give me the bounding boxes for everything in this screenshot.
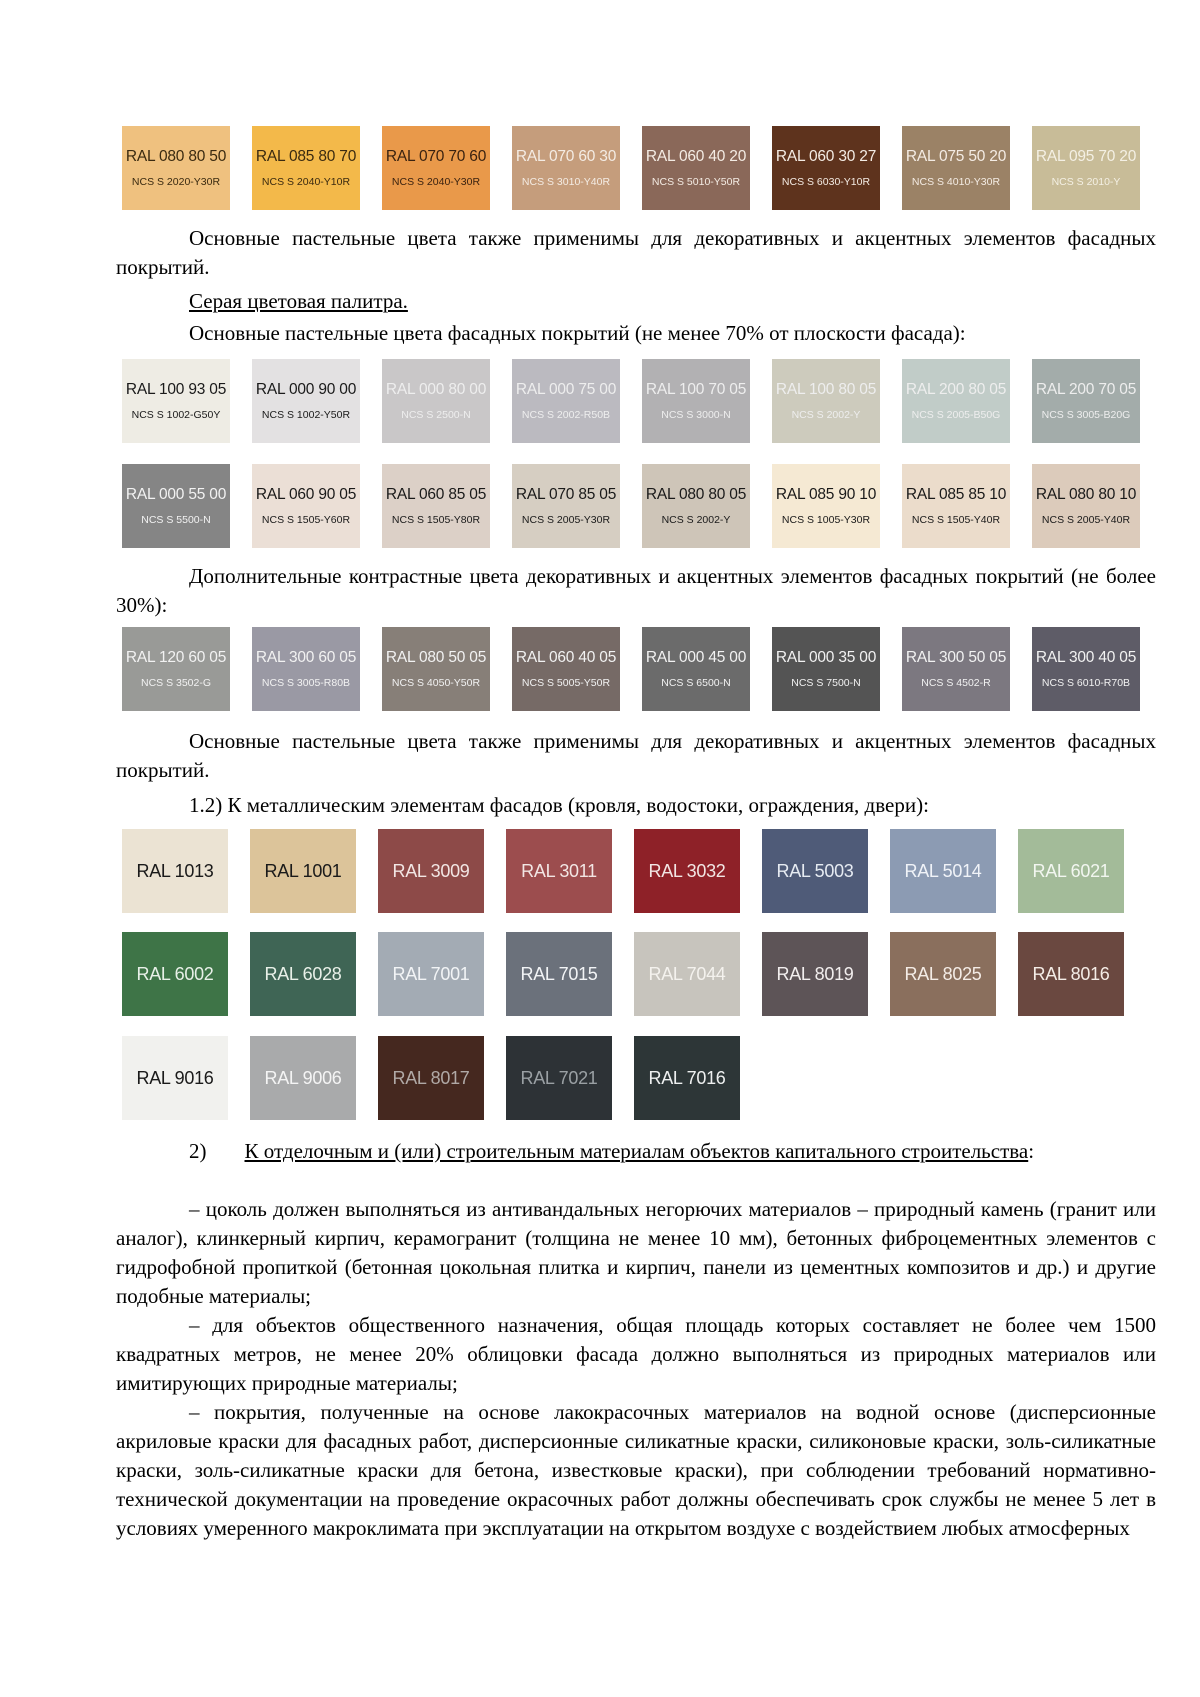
color-swatch [1032,464,1140,548]
metal-row-1 [122,829,1124,913]
swatch-ral-code: RAL 060 30 27 [775,148,877,165]
swatch-ncs-code: NCS S 7500-N [791,676,861,689]
swatch-ncs-code: NCS S 5005-Y50R [521,676,611,689]
swatch-ral-code: RAL 070 85 05 [515,486,617,503]
metal-color-swatch: RAL 5003 [762,829,868,913]
swatch-ncs-code: NCS S 1005-Y30R [781,513,871,526]
metal-color-swatch: RAL 6002 [122,932,228,1016]
swatch-ral-code: RAL 000 45 00 [645,649,747,666]
swatch-ncs-code: NCS S 2040-Y10R [261,175,351,188]
swatch-ral-code: RAL 100 93 05 [125,381,227,398]
metal-color-swatch: RAL 7016 [634,1036,740,1120]
swatch-ral-code: RAL 200 80 05 [905,381,1007,398]
metal-color-swatch: RAL 8016 [1018,932,1124,1016]
metal-color-swatch: RAL 7044 [634,932,740,1016]
color-swatch [512,359,620,443]
swatch-ral-code: RAL 080 80 05 [645,486,747,503]
metal-color-swatch: RAL 7015 [506,932,612,1016]
swatch-ral-code: RAL 300 40 05 [1035,649,1137,666]
swatch-ncs-code: NCS S 1505-Y60R [261,513,351,526]
color-swatch [382,359,490,443]
section-2-suffix: : [1028,1139,1035,1163]
color-swatch [902,627,1010,711]
color-swatch [642,126,750,210]
swatch-ral-code: RAL 000 90 00 [255,381,357,398]
paragraph-pastel-main: Основные пастельные цвета фасадных покрытий (не менее 70% от плоскости фасада): [189,321,966,345]
color-swatch [642,627,750,711]
swatch-ral-code: RAL 075 50 20 [905,148,1007,165]
metal-color-swatch: RAL 3032 [634,829,740,913]
swatch-ncs-code: NCS S 2005-Y30R [521,513,611,526]
color-swatch [772,464,880,548]
swatch-ncs-code: NCS S 4010-Y30R [911,175,1001,188]
metal-row-2 [122,932,1124,1016]
swatch-ral-code: RAL 080 80 10 [1035,486,1137,503]
swatch-ral-code: RAL 300 60 05 [255,649,357,666]
swatch-ral-code: RAL 100 80 05 [775,381,877,398]
swatch-ral-code: RAL 070 60 30 [515,148,617,165]
swatch-ncs-code: NCS S 4050-Y50R [391,676,481,689]
swatch-ncs-code: NCS S 6030-Y10R [781,175,871,188]
bullet-public-buildings: – для объектов общественного назначения, общая площадь которых составляет не более чем 1500 квадратных метров, не менее 20% облицовки фасада должно выполняться из природных материалов или имитирующих природные материалы; [116,1313,1156,1395]
swatch-ral-code: RAL 000 75 00 [515,381,617,398]
metal-color-swatch: RAL 1013 [122,829,228,913]
swatch-ncs-code: NCS S 6500-N [661,676,731,689]
color-swatch [252,126,360,210]
swatch-ral-code: RAL 000 55 00 [125,486,227,503]
metal-color-swatch: RAL 9016 [122,1036,228,1120]
metal-color-swatch: RAL 7021 [506,1036,612,1120]
bullet-paint-coatings: – покрытия, полученные на основе лакокрасочных материалов на водной основе (дисперсионные акриловые краски для фасадных работ, дисперсионные силикатные краски, силиконовые краски, золь-силикатные краски, золь-силикатные краски для бетона, известковые краски), при соблюдении требований нормативно-технической документации на проведение окрасочных работ должны обеспечивать срок службы не менее 5 лет в условиях умеренного макроклимата при эксплуатации на открытом воздухе с воздействием любых атмосферных [116,1400,1156,1540]
metal-color-swatch: RAL 1001 [250,829,356,913]
swatch-row-1 [122,126,1140,210]
color-swatch [1032,126,1140,210]
swatch-ral-code: RAL 060 90 05 [255,486,357,503]
metal-color-swatch: RAL 8017 [378,1036,484,1120]
color-swatch [122,464,230,548]
section-2-number: 2) [189,1139,207,1163]
swatch-ncs-code: NCS S 1002-G50Y [131,408,221,421]
swatch-ncs-code: NCS S 3010-Y40R [521,175,611,188]
swatch-ral-code: RAL 085 80 70 [255,148,357,165]
swatch-ncs-code: NCS S 2005-B50G [911,408,1001,421]
metal-color-swatch: RAL 6021 [1018,829,1124,913]
swatch-ral-code: RAL 085 90 10 [775,486,877,503]
color-swatch [902,464,1010,548]
color-swatch [122,359,230,443]
metal-color-swatch: RAL 6028 [250,932,356,1016]
color-swatch [902,359,1010,443]
swatch-ral-code: RAL 060 85 05 [385,486,487,503]
paragraph-pastel-note-2: Основные пастельные цвета также применимы для декоративных и акцентных элементов фасадных покрытий. [116,729,1156,782]
swatch-ncs-code: NCS S 3000-N [661,408,731,421]
heading-gray-palette: Серая цветовая палитра. [189,289,408,313]
color-swatch [252,627,360,711]
paragraph-contrast: Дополнительные контрастные цвета декоративных и акцентных элементов фасадных покрытий (не более 30%): [116,564,1156,617]
color-swatch [512,627,620,711]
heading-gray-wrap [116,287,1156,316]
color-swatch [512,464,620,548]
swatch-ral-code: RAL 100 70 05 [645,381,747,398]
color-swatch [1032,359,1140,443]
section-2-heading [116,1137,1156,1166]
color-swatch [122,627,230,711]
metal-color-swatch: RAL 9006 [250,1036,356,1120]
paragraph-metal: 1.2) К металлическим элементам фасадов (кровля, водостоки, ограждения, двери): [189,793,929,817]
color-swatch [252,359,360,443]
swatch-ncs-code: NCS S 3502-G [140,676,212,689]
swatch-ncs-code: NCS S 5500-N [141,513,211,526]
swatch-ral-code: RAL 095 70 20 [1035,148,1137,165]
swatch-row-3 [122,464,1140,548]
swatch-ncs-code: NCS S 2010-Y [1051,175,1121,188]
swatch-ral-code: RAL 060 40 05 [515,649,617,666]
swatch-ncs-code: NCS S 1002-Y50R [261,408,351,421]
color-swatch [252,464,360,548]
color-swatch [1032,627,1140,711]
swatch-ncs-code: NCS S 2002-Y [791,408,861,421]
color-swatch [772,126,880,210]
color-swatch [382,126,490,210]
paragraph-pastel-note-1: Основные пастельные цвета также применимы для декоративных и акцентных элементов фасадных покрытий. [116,226,1156,279]
metal-row-3 [122,1036,740,1120]
swatch-ncs-code: NCS S 2020-Y30R [131,175,221,188]
swatch-ncs-code: NCS S 2002-R50B [521,408,611,421]
color-swatch [642,359,750,443]
swatch-ncs-code: NCS S 2002-Y [661,513,731,526]
swatch-ncs-code: NCS S 5010-Y50R [651,175,741,188]
color-swatch [772,359,880,443]
swatch-ncs-code: NCS S 2500-N [401,408,471,421]
swatch-row-2 [122,359,1140,443]
color-swatch [512,126,620,210]
metal-color-swatch: RAL 3009 [378,829,484,913]
swatch-ral-code: RAL 060 40 20 [645,148,747,165]
color-swatch [772,627,880,711]
swatch-ral-code: RAL 000 35 00 [775,649,877,666]
swatch-ral-code: RAL 300 50 05 [905,649,1007,666]
swatch-ral-code: RAL 120 60 05 [125,649,227,666]
swatch-ncs-code: NCS S 1505-Y80R [391,513,481,526]
metal-color-swatch: RAL 7001 [378,932,484,1016]
metal-color-swatch: RAL 5014 [890,829,996,913]
metal-color-swatch: RAL 3011 [506,829,612,913]
color-swatch [382,627,490,711]
swatch-ncs-code: NCS S 2040-Y30R [391,175,481,188]
color-swatch [382,464,490,548]
swatch-ncs-code: NCS S 3005-B20G [1041,408,1131,421]
color-swatch [642,464,750,548]
swatch-ncs-code: NCS S 1505-Y40R [911,513,1001,526]
color-swatch [122,126,230,210]
swatch-ral-code: RAL 070 70 60 [385,148,487,165]
swatch-ncs-code: NCS S 4502-R [921,676,991,689]
swatch-ral-code: RAL 200 70 05 [1035,381,1137,398]
metal-color-swatch: RAL 8025 [890,932,996,1016]
swatch-ral-code: RAL 085 85 10 [905,486,1007,503]
swatch-ral-code: RAL 080 80 50 [125,148,227,165]
swatch-ncs-code: NCS S 2005-Y40R [1041,513,1131,526]
swatch-ncs-code: NCS S 3005-R80B [261,676,351,689]
section-2-title: К отделочным и (или) строительным материалам объектов капитального строительства [244,1139,1029,1163]
swatch-ncs-code: NCS S 6010-R70B [1041,676,1131,689]
bullet-plinth: – цоколь должен выполняться из антивандальных негорючих материалов – природный камень (гранит или аналог), клинкерный кирпич, керамогранит (толщина не менее 10 мм), бетонных фиброцементных элементов с гидрофобной пропиткой (бетонная цокольная плитка и кирпич, панели из цементных композитов и др.) и другие подобные материалы; [116,1197,1156,1308]
swatch-ral-code: RAL 080 50 05 [385,649,487,666]
color-swatch [902,126,1010,210]
metal-color-swatch: RAL 8019 [762,932,868,1016]
swatch-row-4 [122,627,1140,711]
swatch-ral-code: RAL 000 80 00 [385,381,487,398]
